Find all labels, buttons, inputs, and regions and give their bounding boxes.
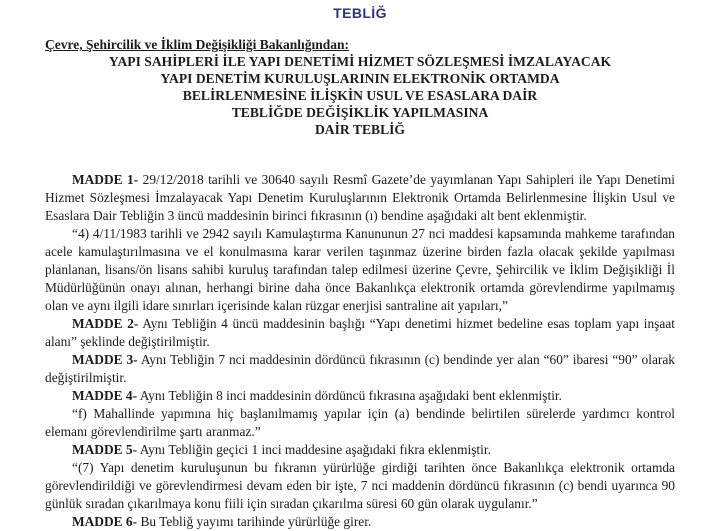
article-paragraph xyxy=(45,441,675,459)
article-paragraph xyxy=(45,405,675,441)
document-title-line: DAİR TEBLİĞ xyxy=(314,122,406,137)
article-text: Aynı Tebliğin geçici 1 inci maddesine aşağıdaki fıkra eklenmiştir. xyxy=(137,442,491,457)
article-paragraph xyxy=(45,225,675,315)
article-paragraph xyxy=(45,459,675,513)
article-text: 29/12/2018 tarihli ve 30640 sayılı Resmî Gazete’de yayımlanan Yapı Sahipleri ile Yapı Denetimi Hizmet Sözleşmesi İmzalayacak Yapı Denetim Kuruluşlarının Elektronik Ortamda Belirlenmesine İlişkin Usul ve Esaslara Dair Tebliğin 3 üncü maddesinin birinci fıkrasının (ı) bendine aşağıdaki alt bent eklenmiştir. xyxy=(45,172,675,223)
article-text: Aynı Tebliğin 8 inci maddesinin dördüncü fıkrasına aşağıdaki bent eklenmiştir. xyxy=(137,388,562,403)
article-label: MADDE 5- xyxy=(72,442,138,457)
article-label: MADDE 6- xyxy=(72,514,138,529)
article-paragraph xyxy=(45,387,675,405)
document-body xyxy=(45,171,675,531)
article-paragraph xyxy=(45,315,675,351)
article-label: MADDE 2- xyxy=(72,316,139,331)
ministry-line-text: Çevre, Şehircilik ve İklim Değişikliği Bakanlığından: xyxy=(45,37,350,52)
article-paragraph xyxy=(45,513,675,531)
gazette-section-header: TEBLİĞ xyxy=(333,5,387,21)
article-text: Bu Tebliğ yayımı tarihinde yürürlüğe girer. xyxy=(137,514,372,529)
article-text: “f) Mahallinde yapımına hiç başlanılmamış yapılar için (a) bendinde belirtilen sürelerde yardımcı kontrol elemanı görevlendirilme şartı aranmaz.” xyxy=(45,406,675,439)
article-paragraph xyxy=(45,171,675,225)
article-text: Aynı Tebliğin 7 nci maddesinin dördüncü fıkrasının (c) bendinde yer alan “60” ibaresi “90” olarak değiştirilmiştir. xyxy=(45,352,675,385)
document-title-line: BELİRLENMESİNE İLİŞKİN USUL VE ESASLARA DAİR xyxy=(182,88,538,103)
article-label: MADDE 3- xyxy=(72,352,138,367)
article-text: “4) 4/11/1983 tarihli ve 2942 sayılı Kamulaştırma Kanununun 27 nci maddesi kapsamında mahkeme tarafından acele kamulaştırılmasına ve el konulmasına karar verilen taşınmaz üzerine birden fazla olacak şekilde yapılması planlanan, lisans/ön lisans sahibi kuruluş tarafından talep edilmesi üzerine Çevre, Şehircilik ve İklim Değişikliği İl Müdürlüğünün onayı alınan, herhangi birine daha önce Bakanlıkça elektronik ortamda görevlendirme yapılmamış olan ve aynı ilgili idare sınırları içerisinde kalan rüzgar enerjisi santraline ait yapıları,” xyxy=(45,226,675,313)
article-paragraph xyxy=(45,351,675,387)
document-title xyxy=(60,53,660,138)
article-label: MADDE 1- xyxy=(72,172,139,187)
article-label: MADDE 4- xyxy=(72,388,138,403)
article-text: Aynı Tebliğin 4 üncü maddesinin başlığı “Yapı denetimi hizmet bedeline esas toplam yapı inşaat alanı” şeklinde değiştirilmiştir. xyxy=(45,316,675,349)
document-title-line: TEBLİĞDE DEĞİŞİKLİK YAPILMASINA xyxy=(231,105,489,120)
document-title-line: YAPI SAHİPLERİ İLE YAPI DENETİMİ HİZMET SÖZLEŞMESİ İMZALAYACAK xyxy=(108,54,612,69)
document-title-line: YAPI DENETİM KURULUŞLARININ ELEKTRONİK ORTAMDA xyxy=(160,71,560,86)
article-text: “(7) Yapı denetim kuruluşunun bu fıkranın yürürlüğe girdiği tarihten önce Bakanlıkça elektronik ortamda görevlendirildiği ve görevlendirmesi devam eden bir işte, 7 nci maddenin dördüncü fıkrasının (c) bendi uyarınca 90 günlük sıradan çıkarılmaya konu fiili için sıradan çıkarılma süresi 60 gün olarak uygulanır.” xyxy=(45,460,675,511)
ministry-line xyxy=(45,37,675,53)
